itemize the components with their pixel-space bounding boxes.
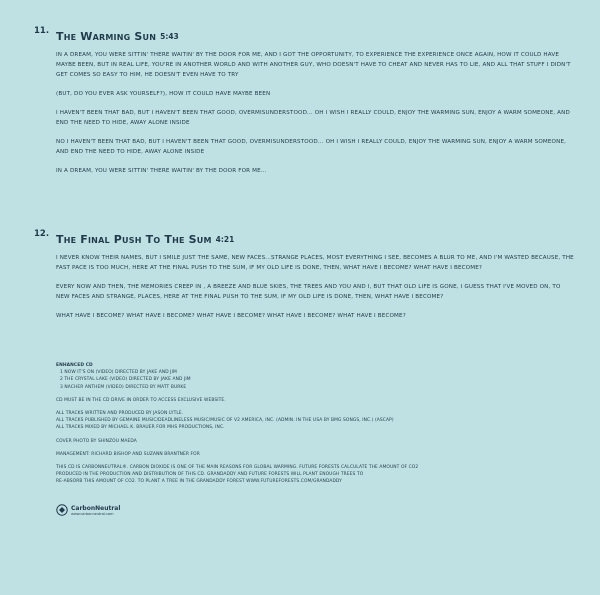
production-credits xyxy=(56,410,556,432)
track-11-header xyxy=(34,26,574,46)
track-12-number: 12. xyxy=(34,229,50,239)
enhanced-item: 3 NACHER ANTHEM (VIDEO) DIRECTED BY MATT BURKE xyxy=(60,384,187,390)
carbon-neutral-statement xyxy=(56,464,556,486)
track-12 xyxy=(34,229,574,330)
lyric-paragraph: NO I HAVEN'T BEEN THAT BAD, BUT I HAVEN'T BEEN THAT GOOD, OVERMISUNDERSTOOD... OH I WISH I REALLY COULD, ENJOY THE WARMING SUN, ENJOY A WARM SOMEONE, AND END THE NEED TO HIDE, AWAY ALONE INSIDE xyxy=(56,139,567,155)
carbon-neutral-logo xyxy=(56,504,120,516)
enhanced-item: 2 THE CRYSTAL LAKE (VIDEO) DIRECTED BY JAKE AND JIM xyxy=(60,377,191,383)
credits xyxy=(56,362,556,492)
cd-note: CD MUST BE IN THE CD DRIVE IN ORDER TO ACCESS EXCLUSIVE WEBSITE. xyxy=(56,397,226,403)
lyric-paragraph: WHAT HAVE I BECOME? WHAT HAVE I BECOME? WHAT HAVE I BECOME? WHAT HAVE I BECOME? WHAT HAVE I BECOME? xyxy=(56,313,406,319)
carbon-line: THIS CD IS CARBONNEUTRAL®. CARBON DIOXIDE IS ONE OF THE MAIN REASONS FOR GLOBAL WARMING. FUTURE FORESTS CALCULATE THE AMOUNT OF CO2 xyxy=(56,465,419,471)
track-12-title: The Final Push To The Sum xyxy=(56,233,212,246)
track-12-lyrics xyxy=(56,253,576,321)
track-11-lyrics xyxy=(56,50,576,176)
track-11-number: 11. xyxy=(34,26,50,36)
logo-sub-text: www.carbonneutral.com xyxy=(71,511,114,516)
track-11-time: 5:43 xyxy=(160,32,179,41)
lyric-paragraph: EVERY NOW AND THEN, THE MEMORIES CREEP IN , A BREEZE AND BLUE SKIES, THE TREES AND YOU AND I, BUT THAT OLD LIFE IS GONE, I GUESS THAT I'VE MOVED ON, TO NEW FACES AND STRANGE, PLACES, HERE AT THE FINAL PUSH TO THE SUM, IF MY OLD LIFE IS DONE, THEN, WHAT HAVE I BECOME? xyxy=(56,284,561,300)
carbon-line: PRODUCED IN THE PRODUCTION AND DISTRIBUTION OF THIS CD. GRANDADDY AND FUTURE FORESTS WILL PLANT ENOUGH TREES TO xyxy=(56,472,364,478)
production-line: ALL TRACKS WRITTEN AND PRODUCED BY JASON LYTLE. xyxy=(56,411,184,417)
lyric-paragraph: I HAVEN'T BEEN THAT BAD, BUT I HAVEN'T BEEN THAT GOOD, OVERMISUNDERSTOOD... OH I WISH I REALLY COULD, ENJOY THE WARMING SUN, ENJOY A WARM SOMEONE, AND END THE NEED TO HIDE, AWAY ALONE INSIDE xyxy=(56,110,570,126)
lyric-paragraph: (BUT, DO YOU EVER ASK YOURSELF?), HOW IT COULD HAVE MAYBE BEEN xyxy=(56,91,271,97)
carbon-line: RE-ABSORB THIS AMOUNT OF CO2. TO PLANT A TREE IN THE GRANDADDY FOREST WWW.FUTUREFORESTS.COM/GRANDADDY xyxy=(56,479,342,485)
track-11-title: The Warming Sun xyxy=(56,30,157,43)
cover-credit: COVER PHOTO BY SHINZOU MAEDA xyxy=(56,438,137,444)
track-12-header xyxy=(34,229,574,249)
production-line: ALL TRACKS MIXED BY MICHAEL K. BRAUER FOR MHS PRODUCTIONS, INC. xyxy=(56,425,225,431)
enhanced-cd-block xyxy=(56,362,556,391)
carbon-neutral-icon xyxy=(56,504,68,516)
track-12-time: 4:21 xyxy=(215,235,235,244)
carbon-neutral-text xyxy=(71,505,120,516)
track-11 xyxy=(34,26,574,185)
production-line: ALL TRACKS PUBLISHED BY GEMAINE MUSIC/DEADLINELESS MUSIC/MUSIC OF V2 AMERICA, INC. (ADMIN. IN THE USA BY BMG SONGS, INC.) (ASCAP) xyxy=(56,418,394,424)
lyric-paragraph: IN A DREAM, YOU WERE SITTIN' THERE WAITIN' BY THE DOOR FOR ME, AND I GOT THE OPPORTUNITY, TO EXPERIENCE THE EXPERIENCE ONCE AGAIN, HOW IT COULD HAVE MAYBE BEEN, BUT IN REAL LIFE, YOU'RE IN ANOTHER WORLD AND WITH ANOTHER GUY, WHO DOESN'T HAVE TO CHEAT AND NEVER HAS TO LIE, AND ALL THAT STUFF I DIDN'T GET COMES SO EASY TO HIM, HE DOESN'T EVEN HAVE TO TRY xyxy=(56,52,571,78)
enhanced-cd-label: ENHANCED CD xyxy=(56,363,93,368)
lyric-paragraph: IN A DREAM, YOU WERE SITTIN' THERE WAITIN' BY THE DOOR FOR ME... xyxy=(56,168,267,174)
lyric-paragraph: I NEVER KNOW THEIR NAMES, BUT I SMILE JUST THE SAME, NEW FACES...STRANGE PLACES, MOST EVERYTHING I SEE, BECOMES A BLUR TO ME, AND I'M WASTED BECAUSE, THE FAST PACE IS TOO MUCH, HERE AT THE FINAL PUSH TO THE SUM, IF MY OLD LIFE IS DONE, THEN, WHAT HAVE I BECOME? WHAT HAVE I BECOME? xyxy=(56,255,574,271)
management-credit: MANAGEMENT: RICHARD BISHOP AND SUZANN BRANTNER FOR xyxy=(56,451,200,457)
enhanced-item: 1 NOW IT'S ON (VIDEO) DIRECTED BY JAKE AND JIM xyxy=(60,370,177,376)
logo-main-text: CarbonNeutral xyxy=(71,504,121,512)
